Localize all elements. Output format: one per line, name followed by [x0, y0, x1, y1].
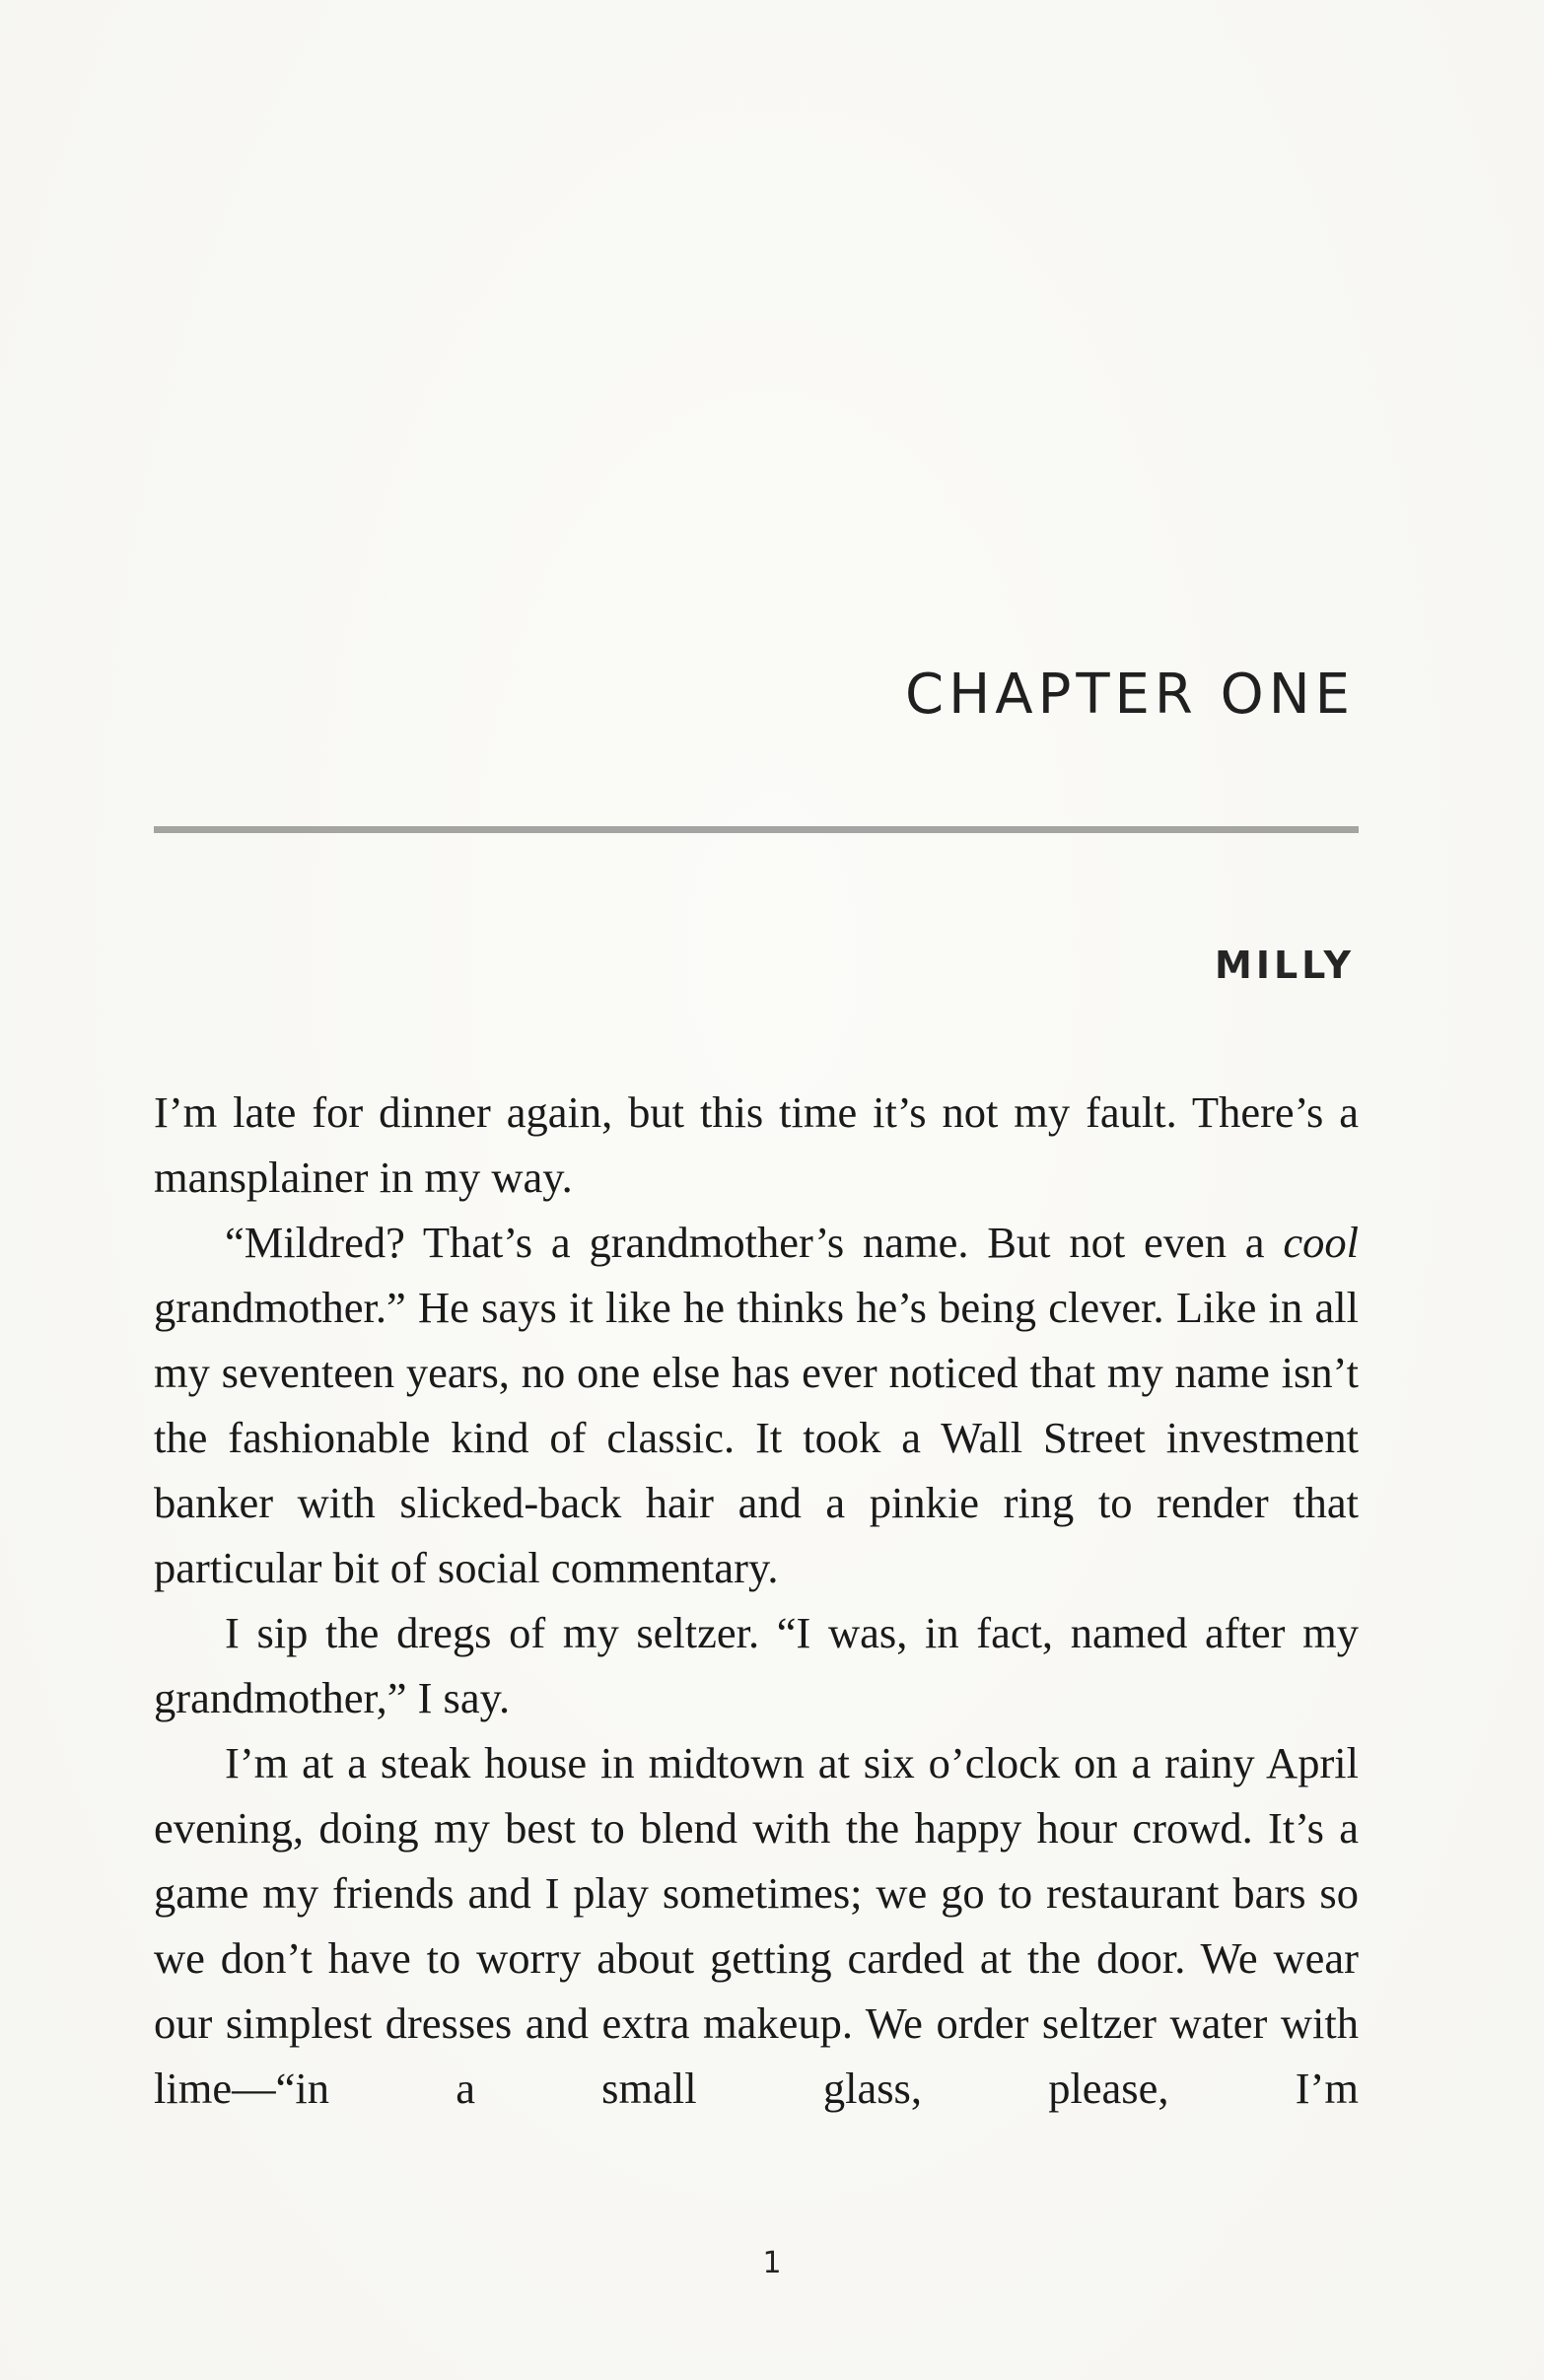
paragraph-2-emphasis: cool [1283, 1218, 1359, 1267]
paragraph-4: I’m at a steak house in midtown at six o’clock on a rainy April evening, doing my best to blend with the happy hour crowd. It’s a game my friends and I play sometimes; we go to restaurant bars so we don’t have to worry about getting carded at the door. We wear our simplest dresses and extra makeup. We order seltzer water with lime—“in a small glass, please, I’m [154, 1738, 1359, 2113]
page-number: 1 [762, 2246, 782, 2280]
paragraph-3: I sip the dregs of my seltzer. “I was, in fact, named after my grandmother,” I say. [154, 1608, 1359, 1722]
body-text [154, 1080, 1359, 2121]
chapter-divider [154, 826, 1359, 833]
paragraph-1: I’m late for dinner again, but this time it’s not my fault. There’s a mansplainer in my way. [154, 1087, 1359, 1202]
chapter-pov-name: MILLY [1215, 944, 1355, 987]
paragraph-2 [154, 1210, 1359, 1600]
chapter-title: CHAPTER ONE [905, 663, 1355, 727]
paragraph-2-start: “Mildred? That’s a grandmother’s name. But not even a [225, 1218, 1284, 1267]
paragraph-2-rest: grandmother.” He says it like he thinks he’s being clever. Like in all my seventeen years, no one else has ever noticed that my name isn’t the fashionable kind of classic. It took a Wall Street investment banker with slicked-back hair and a pinkie ring to render that particular bit of social commentary. [154, 1283, 1359, 1592]
